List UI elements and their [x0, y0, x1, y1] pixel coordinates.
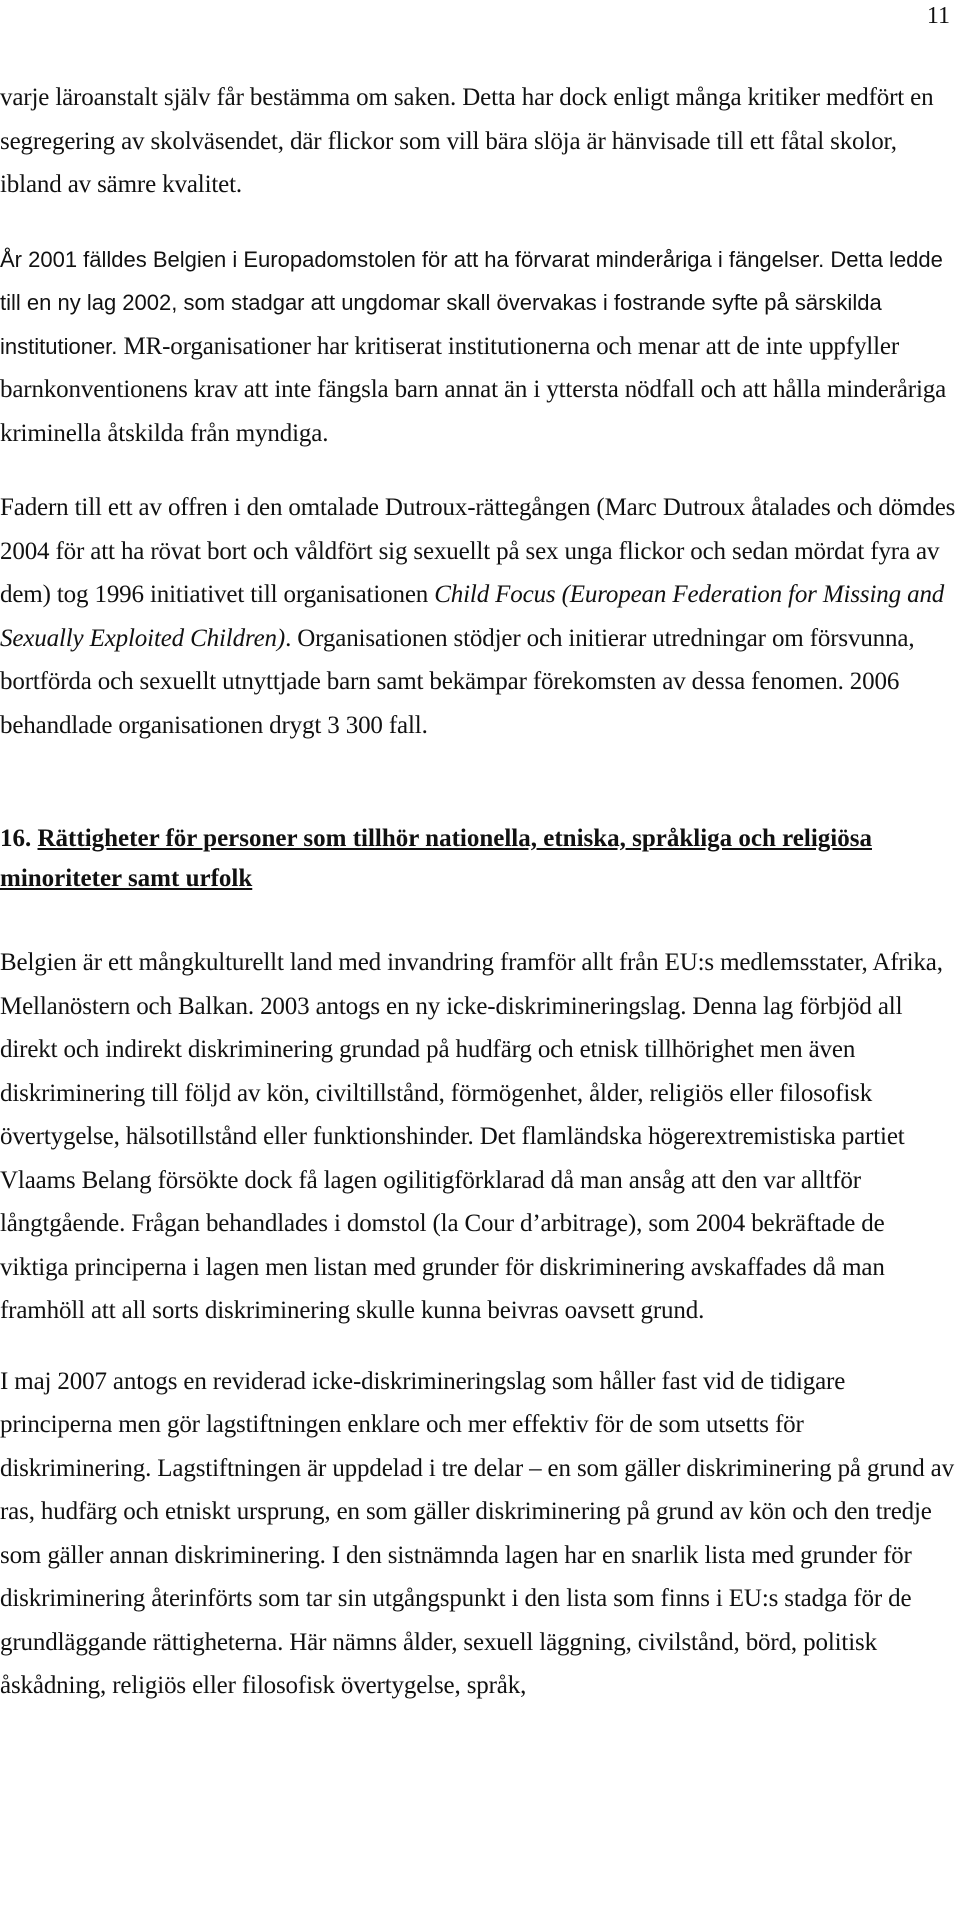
paragraph-1-text: varje läroanstalt själv får bestämma om saken. Detta har dock enligt många kritiker medfört en segregering av skolväsendet, där flickor som vill bära slöja är hänvisade till ett fåtal skolor, ibland av sämre kvalitet. [0, 84, 934, 198]
paragraph-5 [0, 1360, 958, 1708]
page-number: 11 [926, 3, 950, 29]
paragraph-3 [0, 486, 958, 747]
paragraph-4-text: Belgien är ett mångkulturellt land med invandring framför allt från EU:s medlemsstater, Afrika, Mellanöstern och Balkan. 2003 antogs en ny icke-diskrimineringslag. Denna lag förbjöd all direkt och indirekt diskriminering grundad på hudfärg och etnisk tillhörighet men även diskriminering till följd av kön, civiltillstånd, förmögenhet, ålder, religiös eller filosofisk övertygelse, hälsotillstånd eller funktionshinder. Det flamländska högerextremistiska partiet Vlaams Belang försökte dock få lagen ogilitigförklarad då man ansåg att den var alltför långtgående. Frågan behandlades i domstol (la Cour d’arbitrage), som 2004 bekräftade de viktiga principerna i lagen men listan med grunder för diskriminering avskaffades då man framhöll att all sorts diskriminering skulle kunna beivras oavsett grund. [0, 949, 943, 1324]
section-heading [0, 819, 958, 899]
paragraph-1 [0, 76, 958, 207]
paragraph-2-sans-text: År 2001 fälldes Belgien i Europadomstolen för att ha förvarat minderåriga i fängelser. Detta ledde till en ny lag 2002, som stadgar att ungdomar skall övervakas i fostrande syfte på särskilda institutioner. [0, 246, 943, 359]
paragraph-4 [0, 941, 958, 1333]
paragraph-5-text: I maj 2007 antogs en reviderad icke-diskrimineringslag som håller fast vid de tidigare principerna men gör lagstiftningen enklare och mer effektiv för de som utsetts för diskriminering. Lagstiftningen är uppdelad i tre delar – en som gäller diskriminering på grund av ras, hudfärg och etniskt ursprung, en som gäller diskriminering på grund av kön och den tredje som gäller annan diskriminering. I den sistnämnda lagen har en snarlik lista med grunder för diskriminering återinförts som tar sin utgångspunkt i den lista som finns i EU:s stadga för de grundläggande rättigheterna. Här nämns ålder, sexuell läggning, civilstånd, börd, politisk åskådning, religiös eller filosofisk övertygelse, språk, [0, 1367, 954, 1699]
paragraph-2-serif-text: MR-organisationer har kritiserat institutionerna och menar att de inte uppfyller barnkonventionens krav att inte fängsla barn annat än i yttersta nödfall och att hålla minderåriga kriminella åtskilda från myndiga. [0, 332, 947, 447]
section-number: 16. [0, 825, 32, 852]
paragraph-3-text-before: Fadern till ett av offren i den omtalade Dutroux-rättegången (Marc Dutroux åtalades och dömdes 2004 för att ha rövat bort och våldfört sig sexuellt på sex unga flickor och sedan mördat fyra av dem) tog 1996 initiativet till organisationen [0, 494, 956, 608]
section-title: Rättigheter för personer som tillhör nationella, etniska, språkliga och religiösa minoriteter samt urfolk [0, 825, 872, 892]
paragraph-3-text-after: . Organisationen stödjer och initierar utredningar om försvunna, bortförda och sexuellt utnyttjade barn samt bekämpar förekomsten av dessa fenomen. 2006 behandlade organisationen drygt 3 300 fall. [0, 624, 915, 739]
organisation-name-italic: Child Focus (European Federation for Missing and Sexually Exploited Children) [0, 581, 945, 652]
paragraph-2 [0, 238, 958, 456]
document-body [0, 76, 958, 1708]
